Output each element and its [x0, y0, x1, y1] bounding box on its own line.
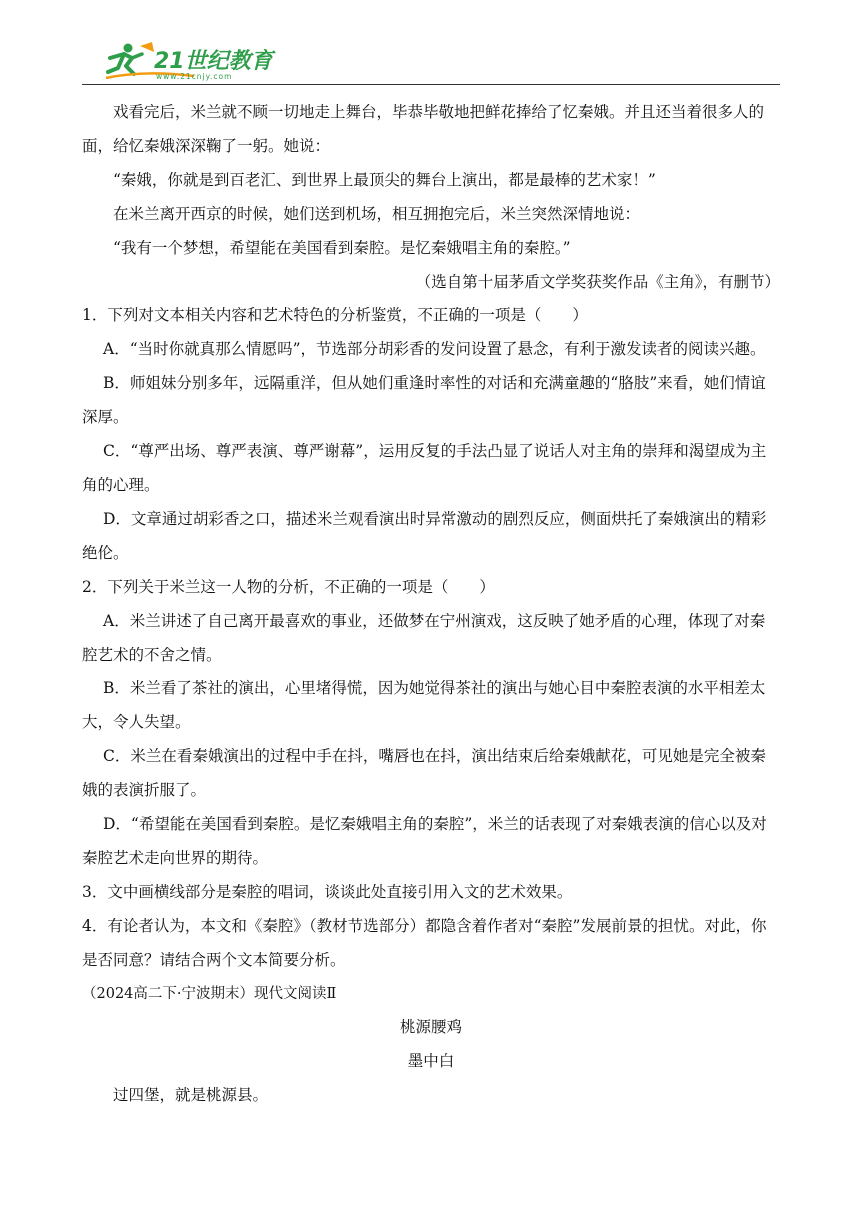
section-tag: （2024高二下·宁波期末）现代文阅读Ⅱ	[82, 985, 337, 1002]
question-1-option-c: C．“尊严出场、尊严表演、尊严谢幕”，运用反复的手法凸显了说话人对主角的崇拜和渴望成为主角的心理。	[82, 442, 767, 494]
passage-source: （选自第十届茅盾文学奖获奖作品《主角》，有删节）	[415, 272, 780, 291]
question-1-stem: 1．下列对文本相关内容和艺术特色的分析鉴赏，不正确的一项是（ ）	[82, 306, 588, 325]
question-3-stem: 3．文中画横线部分是秦腔的唱词，谈谈此处直接引用入文的艺术效果。	[82, 882, 573, 901]
passage-paragraph-2: “秦娥，你就是到百老汇、到世界上最顶尖的舞台上演出，都是最棒的艺术家！”	[113, 170, 656, 189]
logo-sub: www.21cnjy.com	[156, 72, 233, 81]
document-body	[82, 96, 780, 1113]
question-1-option-b: B．师姐妹分别多年，远隔重洋，但从她们重逢时率性的对话和充满童趣的“胳肢”来看，她们情谊深厚。	[82, 374, 766, 427]
passage-paragraph-1: 戏看完后，米兰就不顾一切地走上舞台，毕恭毕敬地把鲜花捧给了忆秦娥。并且还当着很多人的面，给忆秦娥深深鞠了一躬。她说：	[82, 103, 765, 155]
passage-paragraph-4: “我有一个梦想，希望能在美国看到秦腔。是忆秦娥唱主角的秦腔。”	[113, 238, 571, 257]
logo-21cnjy	[104, 40, 284, 82]
article-author: 墨中白	[407, 1052, 455, 1071]
page-header	[0, 0, 860, 86]
article-first-line: 过四堡，就是桃源县。	[113, 1086, 269, 1105]
question-1-option-d: D．文章通过胡彩香之口，描述米兰观看演出时异常激动的剧烈反应，侧面烘托了秦娥演出的精彩绝伦。	[82, 509, 767, 562]
question-2-stem: 2．下列关于米兰这一人物的分析，不正确的一项是（ ）	[82, 577, 495, 596]
question-4-stem: 4．有论者认为，本文和《秦腔》（教材节选部分）都隐含着作者对“秦腔”发展前景的担忧。对此，你是否同意？请结合两个文本简要分析。	[82, 916, 767, 969]
question-2-option-d: D．“希望能在美国看到秦腔。是忆秦娥唱主角的秦腔”，米兰的话表现了对秦娥表演的信心以及对秦腔艺术走向世界的期待。	[82, 815, 767, 867]
article-title: 桃源腰鸡	[399, 1018, 462, 1037]
question-2-option-c: C．米兰在看秦娥演出的过程中手在抖，嘴唇也在抖，演出结束后给秦娥献花，可见她是完全被秦娥的表演折服了。	[82, 747, 766, 800]
header-divider	[82, 84, 780, 85]
question-2-option-b: B．米兰看了茶社的演出，心里堵得慌，因为她觉得茶社的演出与她心目中秦腔表演的水平相差太大，令人失望。	[82, 679, 766, 732]
passage-paragraph-3: 在米兰离开西京的时候，她们送到机场，相互拥抱完后，米兰突然深情地说：	[113, 204, 641, 223]
logo-text: 21世纪教育	[154, 49, 273, 74]
question-1-option-a: A．“当时你就真那么情愿吗”，节选部分胡彩香的发问设置了悬念，有利于激发读者的阅读兴趣。	[103, 340, 766, 359]
question-2-option-a: A．米兰讲述了自己离开最喜欢的事业，还做梦在宁州演戏，这反映了她矛盾的心理，体现了对秦腔艺术的不舍之情。	[82, 611, 766, 664]
